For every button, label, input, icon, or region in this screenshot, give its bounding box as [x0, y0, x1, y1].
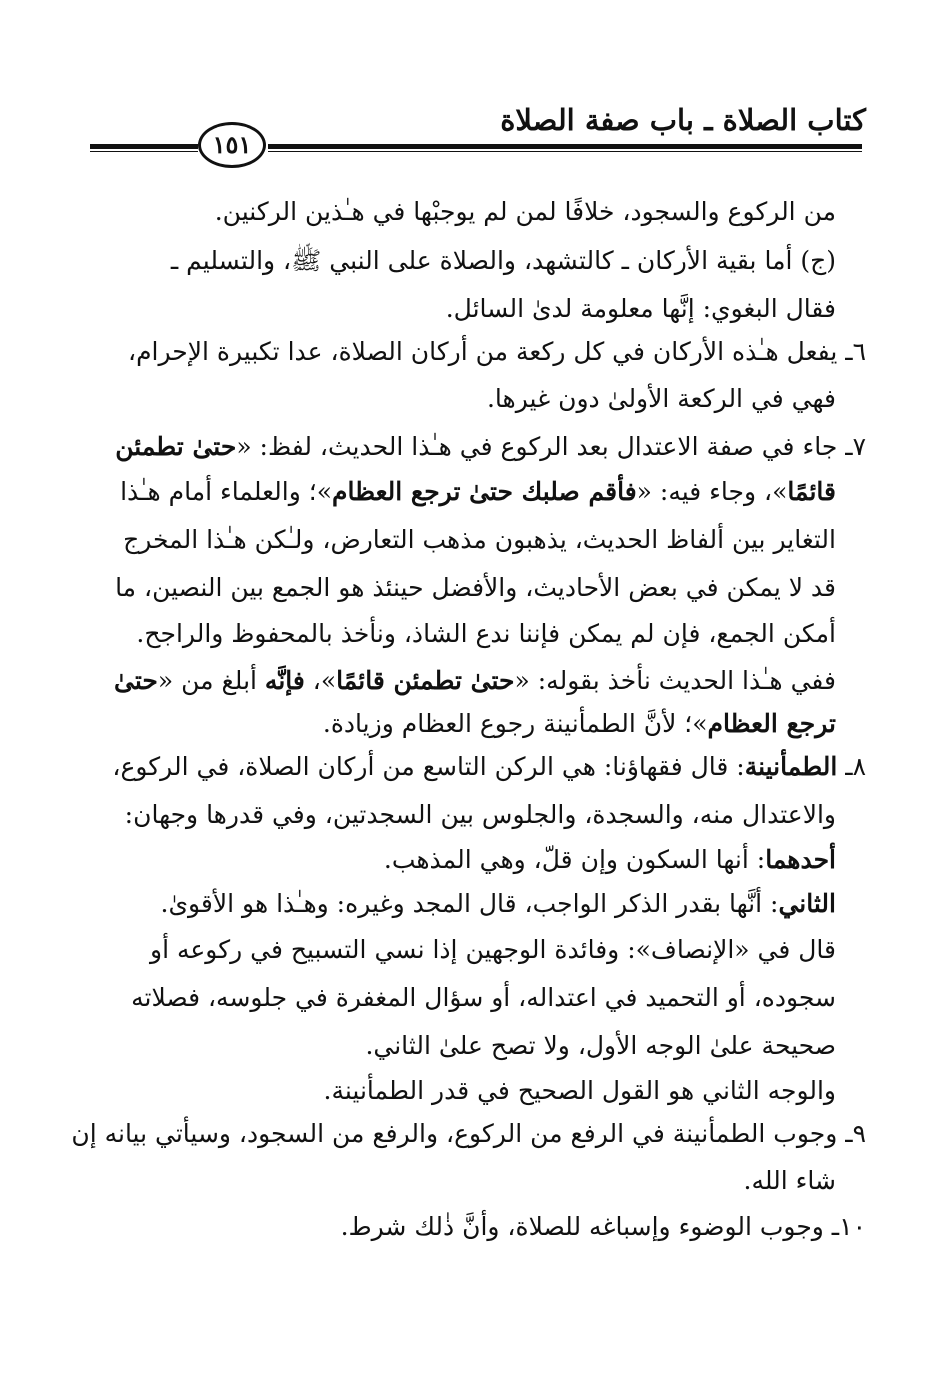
text-run: »؛ والعلماء أمام هـٰذا	[120, 477, 332, 506]
bold-text-run: حتىٰ	[114, 666, 158, 695]
bold-text-run: حتىٰ تطمئن	[115, 432, 237, 461]
bold-text-run: ترجع العظام	[707, 709, 836, 738]
text-line	[106, 702, 836, 746]
text-line	[106, 1205, 866, 1249]
text-run: التغاير بين ألفاظ الحديث، يذهبون مذهب التعارض، ولـٰكن هـٰذا المخرج	[123, 525, 836, 554]
text-run: صحيحة علىٰ الوجه الأول، ولا تصح علىٰ الثاني.	[365, 1031, 836, 1060]
text-run: والوجه الثاني هو القول الصحيح في قدر الطمأنينة.	[323, 1076, 836, 1105]
text-run: »،	[304, 666, 337, 695]
text-run: سجوده، أو التحميد في اعتداله، أو سؤال المغفرة في جلوسه، فصلاته	[131, 983, 836, 1012]
text-run: »؛ لأنَّ الطمأنينة رجوع العظام وزيادة.	[322, 709, 708, 738]
text-run: ٨ـ	[837, 752, 866, 781]
text-run: (ج) أما بقية الأركان ـ كالتشهد، والصلاة على النبي ﷺ، والتسليم ـ	[170, 246, 836, 275]
text-run: ٩ـ وجوب الطمأنينة في الرفع من الركوع، والرفع من السجود، وسيأتي بيانه إن	[71, 1119, 866, 1148]
page-number: ١٥١	[198, 122, 266, 168]
text-run: ففي هـٰذا الحديث نأخذ بقوله: «	[514, 666, 836, 695]
text-line	[106, 1159, 836, 1203]
text-run: قد لا يمكن في بعض الأحاديث، والأفضل حينئذ هو الجمع بين النصين، ما	[115, 573, 836, 602]
running-title: كتاب الصلاة ـ باب صفة الصلاة	[500, 103, 866, 137]
text-run: »، وجاء فيه: «	[636, 477, 788, 506]
text-line	[106, 745, 866, 789]
text-line	[106, 793, 836, 837]
text-line	[106, 1069, 836, 1113]
bold-text-run: قائمًا	[787, 477, 836, 506]
text-run: : أنها السكون وإن قلّ، وهي المذهب.	[383, 845, 766, 874]
text-line	[106, 659, 836, 703]
text-run: قال في «الإنصاف»: وفائدة الوجهين إذا نسي التسبيح في ركوعه أو	[150, 935, 836, 964]
header-rule-left-thin	[90, 151, 198, 152]
text-line	[106, 377, 836, 421]
text-line	[106, 976, 836, 1020]
text-line	[106, 566, 836, 610]
text-line	[106, 470, 836, 514]
text-run: : أنَّها بقدر الذكر الواجب، قال المجد وغيره: وهـٰذا هو الأقوىٰ.	[160, 889, 779, 918]
text-run: والاعتدال منه، والسجدة، والجلوس بين السجدتين، وفي قدرها وجهان:	[124, 800, 836, 829]
text-line	[106, 425, 866, 469]
text-line	[106, 330, 866, 374]
bold-text-run: فإنَّه	[264, 666, 305, 695]
text-line	[106, 287, 836, 331]
text-line	[106, 239, 836, 283]
text-line	[106, 612, 836, 656]
header-rule-thick	[268, 144, 862, 149]
text-run: ١٠ـ وجوب الوضوء وإسباغه للصلاة، وأنَّ ذٰلك شرط.	[340, 1212, 866, 1241]
bold-text-run: أحدهما	[765, 845, 836, 874]
text-line	[106, 190, 836, 234]
bold-text-run: الثاني	[778, 889, 836, 918]
text-run: من الركوع والسجود، خلافًا لمن لم يوجبْها في هـٰذين الركنين.	[214, 197, 836, 226]
text-line	[106, 882, 836, 926]
bold-text-run: فأقم صلبك حتىٰ ترجع العظام	[331, 477, 637, 506]
text-run: شاء الله.	[743, 1166, 836, 1195]
text-line	[106, 1024, 836, 1068]
text-line	[106, 838, 836, 882]
text-run: ٦ـ يفعل هـٰذه الأركان في كل ركعة من أركان الصلاة، عدا تكبيرة الإحرام،	[128, 337, 866, 366]
text-line	[106, 518, 836, 562]
bold-text-run: حتىٰ تطمئن قائمًا	[336, 666, 515, 695]
text-run: ٧ـ جاء في صفة الاعتدال بعد الركوع في هـٰذا الحديث، لفظ: «	[236, 432, 866, 461]
header-rule-left-thick	[90, 144, 198, 149]
text-run: فهي في الركعة الأولىٰ دون غيرها.	[486, 384, 836, 413]
text-line	[106, 928, 836, 972]
header-rule-thin	[268, 151, 862, 152]
text-line	[71, 1112, 866, 1156]
text-run: أمكن الجمع، فإن لم يمكن فإننا ندع الشاذ، ونأخذ بالمحفوظ والراجح.	[136, 619, 836, 648]
bold-text-run: الطمأنينة	[744, 752, 838, 781]
text-run: فقال البغوي: إنَّها معلومة لدىٰ السائل.	[445, 294, 836, 323]
text-run: أبلغ من «	[157, 666, 265, 695]
text-run: : قال فقهاؤنا: هي الركن التاسع من أركان الصلاة، في الركوع،	[112, 752, 745, 781]
